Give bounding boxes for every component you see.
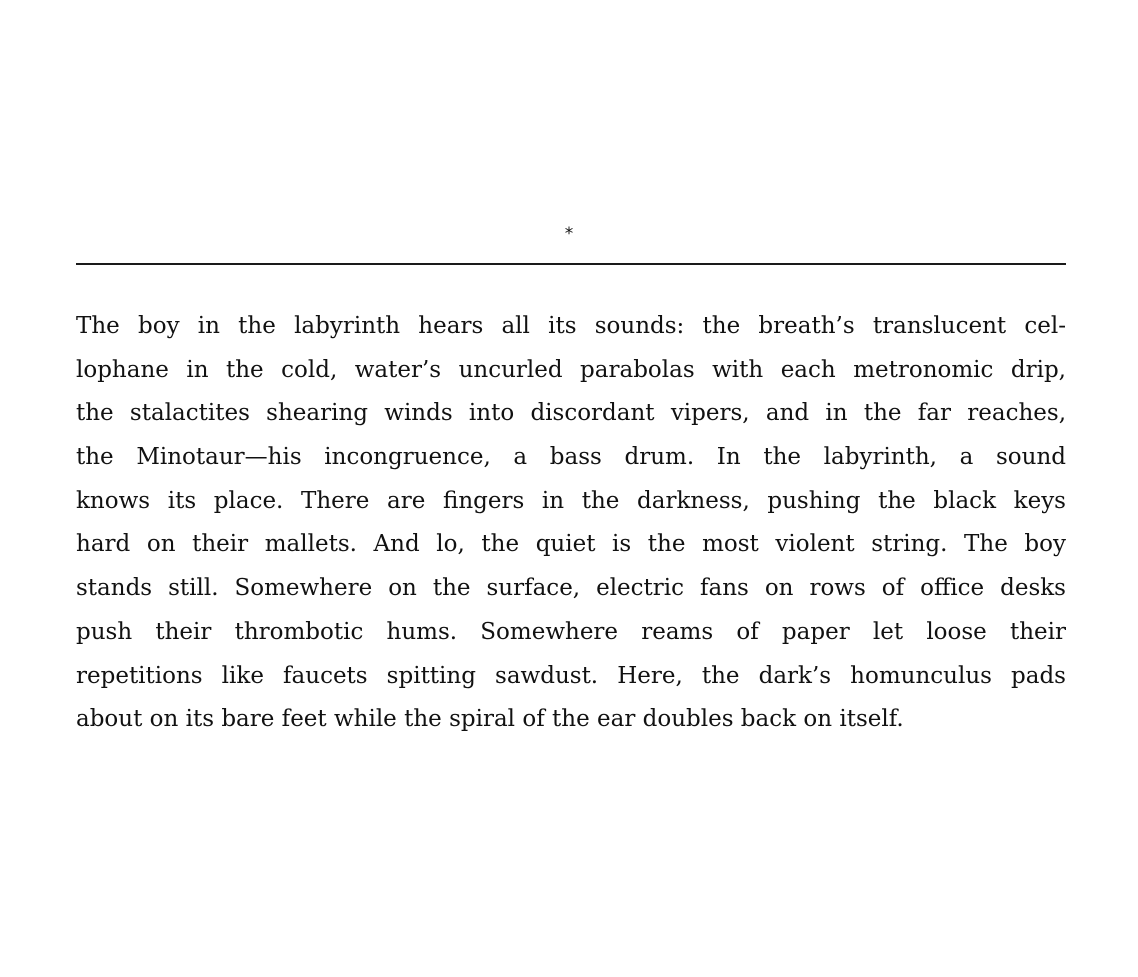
paragraph-line: the Minotaur—his incongruence, a bass drum. In the labyrinth, a sound [76, 444, 1066, 471]
section-break-asterisk: * [564, 224, 574, 244]
paragraph-line: repetitions like faucets spitting sawdust. Here, the dark’s homunculus pads [76, 662, 1066, 689]
paragraph-line: push their thrombotic hums. Somewhere reams of paper let loose their [76, 618, 1066, 645]
paragraph-line: stands still. Somewhere on the surface, electric fans on rows of office desks [76, 575, 1066, 602]
horizontal-rule [76, 263, 1066, 265]
paragraph-line: the stalactites shearing winds into discordant vipers, and in the far reaches, [76, 400, 1066, 427]
paragraph-line: The boy in the labyrinth hears all its sounds: the breath’s translucent cel- [76, 313, 1066, 339]
prose-paragraph [76, 305, 1066, 742]
paragraph-line-last: about on its bare feet while the spiral of the ear doubles back on itself. [76, 706, 904, 733]
paragraph-line: knows its place. There are fingers in the darkness, pushing the black keys [76, 487, 1066, 514]
paragraph-line: lophane in the cold, water’s uncurled parabolas with each metronomic drip, [76, 356, 1066, 383]
paragraph-line: hard on their mallets. And lo, the quiet is the most violent string. The boy [76, 531, 1066, 558]
